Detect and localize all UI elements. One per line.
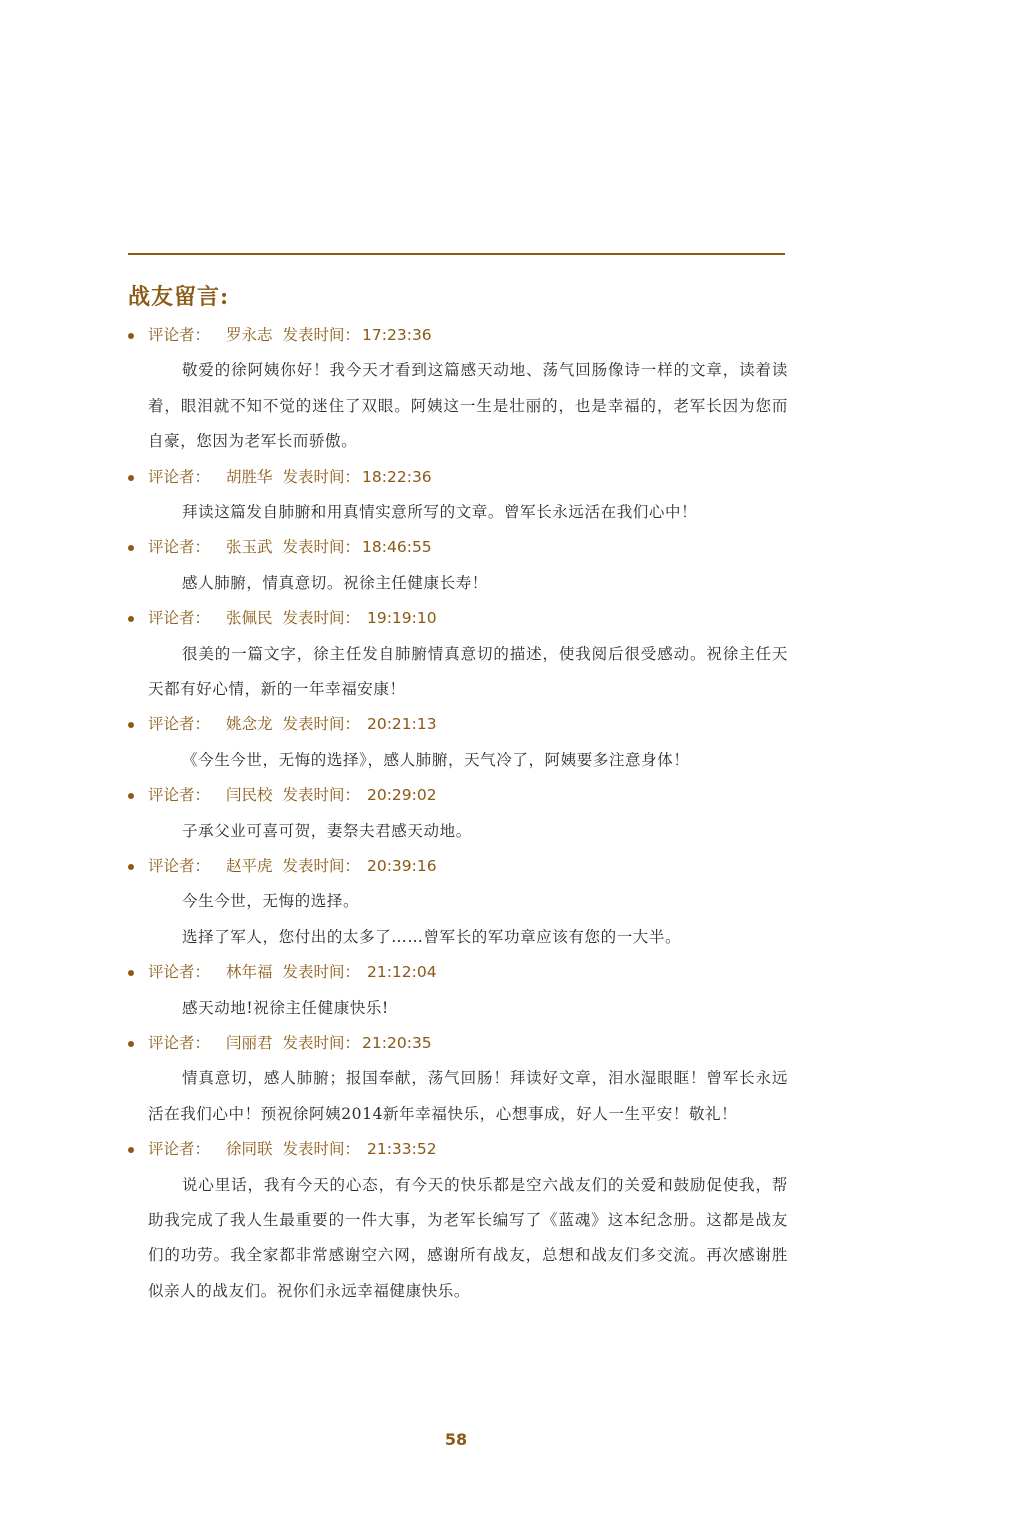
post-time: 21:33:52 [362,1140,437,1159]
bullet-icon [128,793,134,799]
bullet-icon [128,333,134,339]
post-time: 21:12:04 [362,963,437,982]
bullet-icon [128,864,134,870]
bullet-icon [128,1147,134,1153]
comment-text: 感天动地!祝徐主任健康快乐! [182,998,389,1017]
comment-text: 感人肺腑，情真意切。祝徐主任健康长寿！ [182,573,488,592]
comment-list [128,318,788,1309]
comment-meta [128,318,788,353]
comment-text: 敬爱的徐阿姨你好！我今天才看到这篇感天动地、荡气回肠像诗一样的文章，读着读着，眼泪就不知不觉的迷住了双眼。阿姨这一生是壮丽的，也是幸福的，老军长因为您而自豪，您因为老军长而骄傲。 [148,361,788,451]
comment-entry [128,1132,788,1309]
comment-entry [128,530,788,601]
comment-text: 《今生今世，无悔的选择》，感人肺腑，天气冷了，阿姨要多注意身体！ [182,750,690,769]
post-time: 20:29:02 [362,786,437,805]
comment-text: 说心里话，我有今天的心态，有今天的快乐都是空六战友们的关爱和鼓励促使我，帮助我完成了我人生最重要的一件大事，为老军长编写了《蓝魂》这本纪念册。这都是战友们的功劳。我全家都非常感谢空六网，感谢所有战友，总想和战友们多交流。再次感谢胜似亲人的战友们。祝你们永远幸福健康快乐。 [148,1175,788,1300]
comment-meta [128,955,788,990]
commenter-name: 闫丽君 [226,1034,273,1052]
comment-meta [128,849,788,884]
post-time-label: 发表时间： [282,467,361,486]
post-time: 20:21:13 [362,715,437,734]
comment-meta [128,601,788,636]
comment-entry [128,601,788,707]
post-time-label: 发表时间： [282,326,361,344]
bullet-icon [128,970,134,976]
bullet-icon [128,616,134,622]
comment-entry [128,1026,788,1132]
comment-entry [128,778,788,849]
bullet-icon [128,475,134,481]
commenter-name: 胡胜华 [226,467,273,486]
post-time-label: 发表时间： [282,857,361,875]
commenter-name: 张玉武 [226,538,273,557]
comment-meta [128,1026,788,1061]
commenter-label: 评论者： [148,609,211,628]
comment-text: 今生今世，无悔的选择。 [182,892,360,911]
commenter-label: 评论者： [148,786,211,805]
comment-text: 情真意切，感人肺腑；报国奉献，荡气回肠！拜读好文章，泪水湿眼眶！曾军长永远活在我们心中！预祝徐阿姨2014新年幸福快乐，心想事成，好人一生平安！敬礼！ [148,1069,788,1123]
commenter-label: 评论者： [148,467,211,486]
post-time-label: 发表时间： [282,715,361,734]
post-time-label: 发表时间： [282,538,361,557]
section-title: 战友留言: [128,284,230,310]
commenter-label: 评论者： [148,1140,211,1159]
commenter-label: 评论者： [148,857,211,875]
commenter-name: 张佩民 [226,609,273,628]
comment-meta [128,1132,788,1167]
comment-text: 选择了军人，您付出的太多了……曾军长的军功章应该有您的一大半。 [182,927,682,946]
comment-entry [128,318,788,460]
post-time-label: 发表时间： [282,963,361,982]
commenter-label: 评论者： [148,715,211,734]
post-time: 19:19:10 [362,609,437,628]
post-time: 20:39:16 [362,857,437,875]
post-time-label: 发表时间： [282,1034,361,1052]
bullet-icon [128,722,134,728]
commenter-label: 评论者： [148,538,211,557]
commenter-name: 罗永志 [226,326,273,344]
post-time-label: 发表时间： [282,1140,361,1159]
comment-text: 子承父业可喜可贺，妻祭夫君感天动地。 [182,821,472,840]
header-divider [128,253,785,255]
post-time: 18:46:55 [362,538,432,557]
post-time: 17:23:36 [362,326,432,344]
post-time-label: 发表时间： [282,786,361,805]
bullet-icon [128,545,134,551]
comment-entry [128,849,788,955]
page-number: 58 [444,1430,468,1449]
commenter-name: 徐同联 [226,1140,273,1159]
commenter-name: 姚念龙 [226,715,273,734]
comment-entry [128,955,788,1026]
comment-meta [128,707,788,742]
commenter-name: 赵平虎 [226,857,273,875]
comment-meta [128,530,788,565]
post-time: 18:22:36 [362,467,432,486]
comment-meta [128,460,788,495]
commenter-label: 评论者： [148,963,211,982]
comment-entry [128,707,788,778]
post-time: 21:20:35 [362,1034,432,1052]
comment-entry [128,460,788,531]
bullet-icon [128,1041,134,1047]
comment-meta [128,778,788,813]
commenter-label: 评论者： [148,326,211,344]
post-time-label: 发表时间： [282,609,361,628]
commenter-name: 林年福 [226,963,273,982]
commenter-label: 评论者： [148,1034,211,1052]
comment-text: 很美的一篇文字，徐主任发自肺腑情真意切的描述，使我阅后很受感动。祝徐主任天天都有好心情，新的一年幸福安康！ [148,644,788,698]
commenter-name: 闫民校 [226,786,273,805]
comment-text: 拜读这篇发自肺腑和用真情实意所写的文章。曾军长永远活在我们心中！ [182,503,698,521]
